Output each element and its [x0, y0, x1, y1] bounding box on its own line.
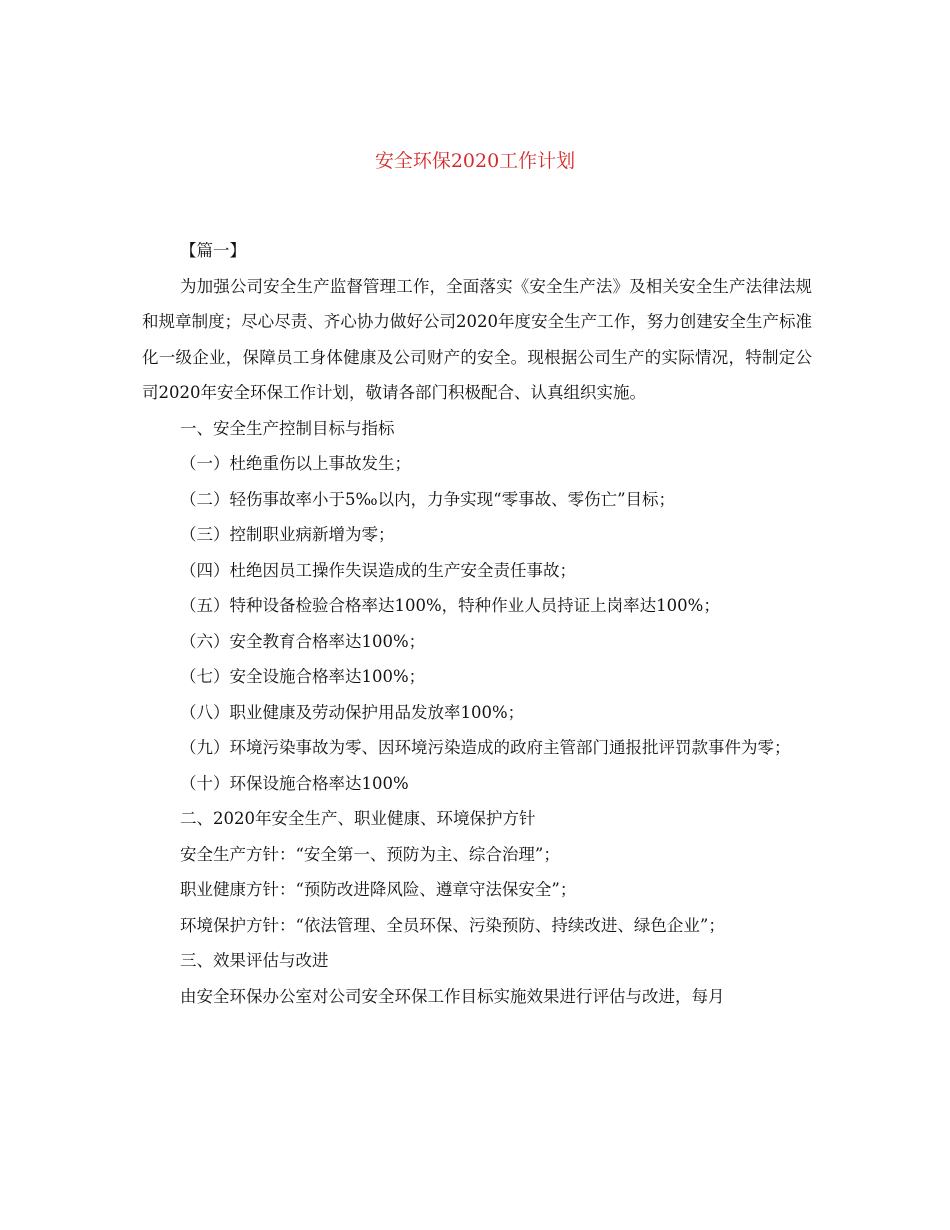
heading-policies: 二、2020年安全生产、职业健康、环境保护方针	[180, 809, 536, 828]
target-item: （三）控制职业病新增为零；	[180, 525, 395, 544]
section-label: 【篇一】	[180, 241, 246, 260]
policy-item: 职业健康方针：“预防改进降风险、遵章守法保安全”；	[180, 880, 577, 899]
target-item: （六）安全教育合格率达100%；	[180, 631, 426, 651]
heading-evaluation: 三、效果评估与改进	[180, 951, 329, 970]
target-item: （七）安全设施合格率达100%；	[180, 667, 426, 686]
policy-item: 环境保护方针：“依法管理、全员环保、污染预防、持续改进、绿色企业”；	[180, 915, 725, 935]
target-item: （一）杜绝重伤以上事故发生；	[180, 454, 411, 473]
target-item: （二）轻伤事故率小于5‰以内，力争实现“零事故、零伤亡”目标；	[180, 489, 676, 509]
document-body	[142, 233, 812, 1014]
intro-paragraph: 为加强公司安全生产监督管理工作，全面落实《安全生产法》及相关安全生产法律法规和规章制度；尽心尽责、齐心协力做好公司2020年度安全生产工作，努力创建安全生产标准化一级企业，保障员工身体健康及公司财产的安全。现根据公司生产的实际情况，特制定公司2020年安全环保工作计划，敬请各部门积极配合、认真组织实施。	[142, 276, 812, 402]
target-item: （四）杜绝因员工操作失误造成的生产安全责任事故；	[180, 560, 576, 580]
target-item: （八）职业健康及劳动保护用品发放率100%；	[180, 702, 525, 722]
document-title: 安全环保2020工作计划	[374, 150, 576, 172]
target-item: （五）特种设备检验合格率达100%，特种作业人员持证上岗率达100%；	[180, 596, 720, 615]
policy-item: 安全生产方针：“安全第一、预防为主、综合治理”；	[180, 844, 560, 864]
closing-paragraph: 由安全环保办公室对公司安全环保工作目标实施效果进行评估与改进，每月	[180, 986, 725, 1006]
target-item: （十）环保设施合格率达100%	[180, 773, 409, 793]
target-item: （九）环境污染事故为零、因环境污染造成的政府主管部门通报批评罚款事件为零；	[180, 738, 791, 757]
heading-targets: 一、安全生产控制目标与指标	[180, 418, 395, 438]
